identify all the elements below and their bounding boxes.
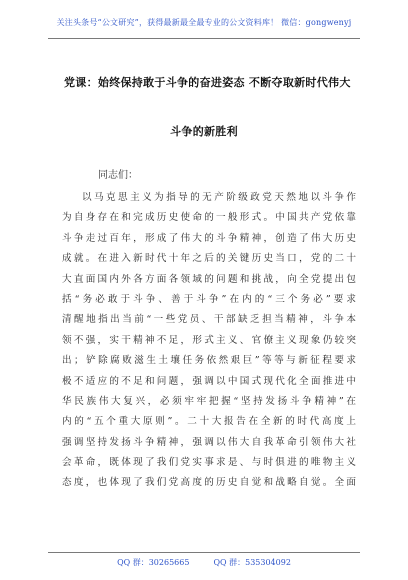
footer-qq-group-2: QQ 群：535304092 (213, 558, 291, 567)
body-line: 领不强，实干精神不足，形式主义、官僚主义现象仍较突 (62, 334, 356, 346)
body-line: 华民族伟大复兴，必须牢牢把握“坚持发扬斗争精神”在 (62, 395, 356, 407)
body-line: 极不适应的不足和问题，强调以中国式现代化全面推进中 (62, 375, 356, 387)
body-line: 为自身存在和完成历史使命的一般形式。中国共产党依靠 (62, 212, 356, 224)
footer-qq-group-1: QQ 群：30265665 (117, 558, 190, 567)
body-line: 强调坚持发扬斗争精神，强调以伟大自我革命引领伟大社 (62, 436, 356, 448)
body-line: 态度，也体现了我们党高度的历史自觉和战略自觉。全面 (62, 477, 356, 489)
footer-contacts (0, 557, 408, 568)
header-rule (48, 38, 360, 39)
body-line: 成就。在进入新时代十年之后的关键历史当口，党的二十 (62, 253, 356, 265)
document-title-line-2: 斗争的新胜利 (170, 125, 238, 138)
body-line: 以马克思主义为指导的无产阶级政党天然地以斗争作 (82, 192, 356, 203)
document-title-line-1: 党课：始终保持敢于斗争的奋进姿态 不断夺取新时代伟大 (64, 76, 351, 89)
body-line: 出；铲除腐败滋生土壤任务依然艰巨”等等与新征程要求 (62, 355, 356, 367)
body-line: 斗争走过百年，形成了伟大的斗争精神，创造了伟大历史 (62, 232, 356, 244)
body-paragraph (62, 188, 356, 494)
body-line: 清醒地指出当前“一些党员、干部缺乏担当精神，斗争本 (62, 314, 356, 326)
body-line: 会革命，既体现了我们党实事求是、与时俱进的唯物主义 (62, 457, 356, 469)
body-line: 内的“五个重大原则”。二十大报告在全新的时代高度上 (62, 416, 356, 428)
body-line: 括“务必敢于斗争、善于斗争”在内的“三个务必”要求 (62, 293, 356, 305)
greeting: 同志们： (98, 170, 138, 181)
body-line: 大直面国内外各方面各领域的问题和挑战，向全党提出包 (62, 273, 356, 285)
footer-rule (48, 552, 360, 553)
header-banner: 关注头条号“公文研究”，获得最新最全最专业的公文资料库！ 微信：gongwenyj (56, 18, 352, 27)
